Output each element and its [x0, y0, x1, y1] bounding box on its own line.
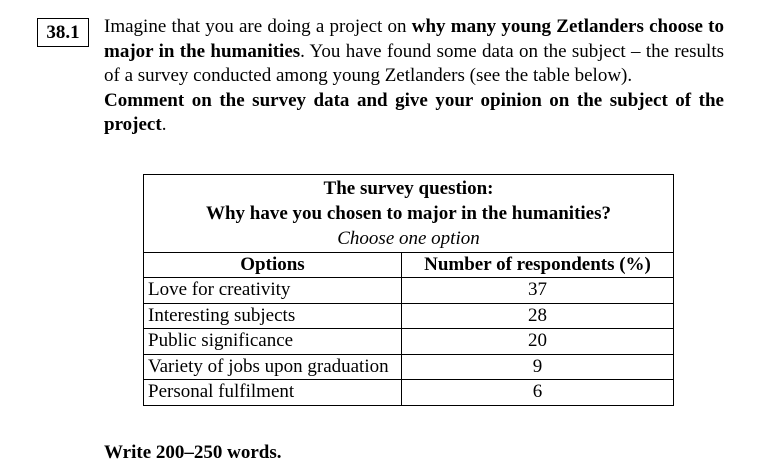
respondents-cell: 20 — [402, 329, 674, 355]
survey-question: Why have you chosen to major in the humanities? — [205, 203, 611, 224]
instruction-end: . — [161, 114, 167, 135]
instruction-text: Comment on the survey data and give your opinion on the subject of the project — [104, 89, 724, 135]
table-row — [144, 354, 674, 380]
table-row — [144, 380, 674, 406]
table-row — [144, 303, 674, 329]
intro-text-end: . You have found some data on the subject – the results of a survey conducted among young Zetlanders (see the table below). — [104, 40, 724, 86]
survey-title-cell — [144, 175, 674, 253]
table-row — [144, 278, 674, 304]
task-intro — [104, 15, 724, 89]
survey-header-row — [144, 253, 674, 278]
table-row — [144, 329, 674, 355]
project-topic: why many young Zetlanders choose to major in the humanities — [104, 16, 725, 62]
column-header-options: Options — [144, 253, 402, 278]
respondents-cell: 9 — [402, 354, 674, 380]
survey-heading: The survey question: — [323, 178, 494, 199]
option-cell: Public significance — [144, 329, 402, 355]
respondents-cell: 37 — [402, 278, 674, 304]
column-header-respondents: Number of respondents (%) — [402, 253, 674, 278]
task-instruction — [104, 89, 724, 138]
option-cell: Variety of jobs upon graduation — [144, 354, 402, 380]
task-number-box: 38.1 — [37, 18, 89, 47]
option-cell: Personal fulfilment — [144, 380, 402, 406]
option-cell: Interesting subjects — [144, 303, 402, 329]
intro-text-start: Imagine that you are doing a project on — [104, 16, 412, 37]
respondents-cell: 6 — [402, 380, 674, 406]
respondents-cell: 28 — [402, 303, 674, 329]
task-prompt — [104, 15, 724, 138]
word-limit: Write 200–250 words. — [104, 442, 282, 463]
survey-table — [143, 174, 674, 406]
survey-title-row — [144, 175, 674, 253]
option-cell: Love for creativity — [144, 278, 402, 304]
survey-note: Choose one option — [337, 228, 480, 249]
